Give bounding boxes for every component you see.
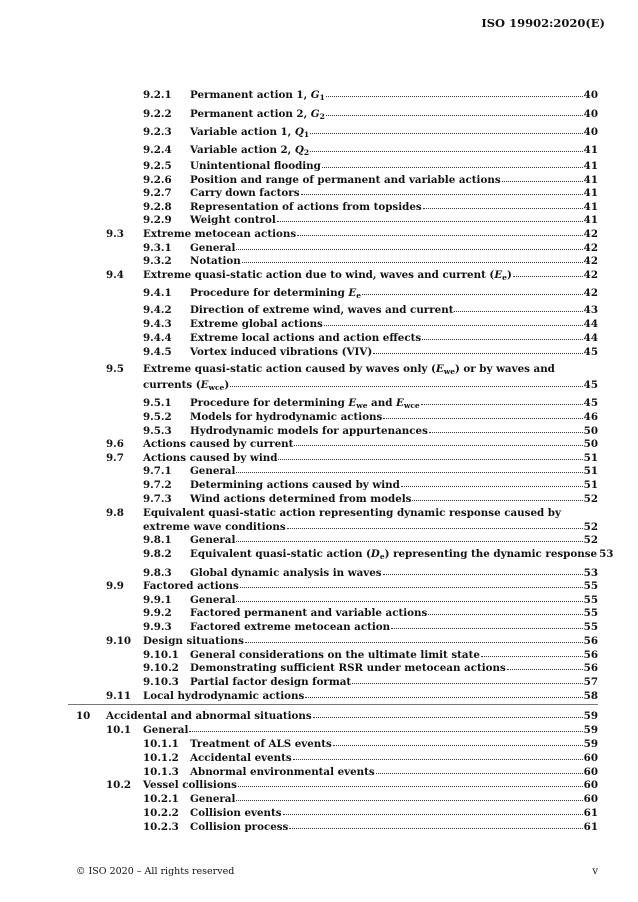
math-subscript: 2 [303,148,310,157]
toc-title-text: Equivalent quasi-static action ( [190,548,371,560]
toc-subsection-row[interactable] [0,88,638,103]
toc-page-number: 55 [583,607,598,619]
toc-title-text: Determining actions caused by wind [190,479,400,491]
dot-leader [287,519,583,529]
toc-title-text: Extreme quasi-static action due to wind, waves and current ( [143,269,495,281]
copyright-footer: © ISO 2020 – All rights reserved [76,866,235,877]
toc-page-number: 59 [583,710,598,722]
toc-entry-title [190,410,382,425]
toc-page-number: 53 [599,548,614,560]
toc-page-number: 52 [583,521,598,533]
toc-title-text: Extreme global actions [190,318,323,330]
toc-page-number: 53 [583,567,598,579]
toc-entry-title [190,492,411,507]
toc-title-text: Factored actions [143,580,239,592]
dot-leader [240,578,583,588]
toc-title-text: Collision events [190,807,282,819]
toc-subsection-row[interactable] [0,125,638,140]
dot-leader [513,267,583,277]
toc-title-text: General [190,534,236,546]
toc-page-number: 41 [583,144,598,156]
toc-page-number: 52 [583,493,598,505]
dot-leader [324,316,583,326]
toc-entry-number: 9.4.4 [143,332,172,344]
toc-entry-number: 10.2.3 [143,821,179,833]
toc-entry-number: 9.8 [106,507,124,519]
dot-leader [236,791,582,801]
toc-page-number: 60 [583,793,598,805]
toc-page-number: 61 [583,807,598,819]
toc-entry-number: 9.3.2 [143,255,172,267]
dot-leader [236,240,582,250]
dot-leader [310,142,583,152]
dot-leader [326,87,583,97]
toc-title-text: General [190,594,236,606]
toc-title-text: ) or by waves and [454,363,555,375]
toc-entry-number: 9.10.1 [143,649,179,661]
dot-leader [383,409,582,419]
dot-leader [242,253,583,263]
toc-entry-number: 10.1.1 [143,738,179,750]
toc-entry-number: 9.4.1 [143,287,172,299]
dot-leader [391,619,583,629]
toc-title-text: currents ( [143,379,201,391]
dot-leader [278,450,582,460]
toc-title-text: Actions caused by current [143,438,294,450]
dot-leader [376,764,583,774]
toc-subsection-row[interactable] [0,107,638,122]
dot-leader [401,477,583,487]
dot-leader [189,722,582,732]
toc-entry-title [190,186,300,201]
toc-title-text: Notation [190,255,241,267]
toc-page-number: 41 [583,160,598,172]
dot-leader [481,647,583,657]
toc-title-text: Demonstrating sufficient RSR under metocean actions [190,662,506,674]
math-subscript: e [502,273,507,282]
toc-entry-title [143,268,512,285]
toc-subsection-row[interactable] [0,492,638,507]
toc-title-text: Procedure for determining [190,397,349,409]
toc-entry-title [190,478,400,493]
toc-entry-title [190,107,325,124]
dot-leader [502,172,583,182]
toc-page-number: 42 [583,242,598,254]
toc-title-text: Position and range of permanent and variable actions [190,174,501,186]
dot-leader [305,688,582,698]
toc-title-text: Unintentional flooding [190,160,321,172]
toc-entry-number: 9.3.1 [143,242,172,254]
toc-entry-number: 9.4.2 [143,304,172,316]
toc-page-number: 50 [583,438,598,450]
toc-entry-title [190,159,321,174]
toc-title-text: General considerations on the ultimate limit state [190,649,480,661]
toc-title-text: Direction of extreme wind, waves and current [190,304,454,316]
toc-page-number: 56 [583,662,598,674]
dot-leader [238,777,583,787]
toc-entry-title [190,286,361,303]
toc-entry-title [190,88,325,105]
section-separator [68,704,598,705]
toc-section-row[interactable] [0,268,638,283]
math-symbol: G [310,108,320,120]
dot-leader [422,330,582,340]
toc-entry-title [143,778,237,793]
toc-entry-number: 10.1 [106,724,132,736]
dot-leader [236,532,582,542]
toc-title-text: extreme wave conditions [143,521,286,533]
math-symbol: E [200,379,209,391]
toc-page-number: 58 [583,690,598,702]
toc-title-text: Factored permanent and variable actions [190,607,428,619]
toc-title-text: Abnormal environmental events [190,766,375,778]
toc-section-row[interactable] [0,689,638,704]
toc-page-number: 45 [583,379,598,391]
toc-entry-number: 9.2.2 [143,108,172,120]
toc-subsection-row[interactable] [0,547,638,562]
toc-title-text: Vessel collisions [143,779,237,791]
toc-page-number: 40 [583,126,598,138]
toc-entry-number: 9.8.1 [143,534,172,546]
toc-entry-number: 9.2.5 [143,160,172,172]
toc-entry-number: 9.2.3 [143,126,172,138]
toc-page-number: 51 [583,479,598,491]
dot-leader [412,491,582,501]
toc-title-text: Design situations [143,635,244,647]
dot-leader [507,660,583,670]
toc-title-text: Procedure for determining [190,287,349,299]
toc-entry-number: 9.9.2 [143,607,172,619]
math-subscript: wce [208,383,225,392]
toc-page-number: 56 [583,649,598,661]
toc-title-text: Accidental and abnormal situations [106,710,312,722]
math-symbol: E [348,397,357,409]
toc-entry-title [190,143,309,160]
math-subscript: we [356,401,368,410]
dot-leader [373,344,582,354]
dot-leader [454,302,582,312]
toc-entry-number: 9.2.8 [143,201,172,213]
toc-page-number: 61 [583,821,598,833]
toc-entry-number: 9.10.3 [143,676,179,688]
toc-title-text: Carry down factors [190,187,300,199]
toc-entry-number: 9.8.3 [143,567,172,579]
toc-title-text: and [367,397,396,409]
toc-page-number: 55 [583,594,598,606]
toc-entry-title [143,437,293,452]
toc-entry-number: 9.5.1 [143,397,172,409]
toc-entry-number: 9.4 [106,269,124,281]
toc-entry-number: 9.9.1 [143,594,172,606]
dot-leader [428,605,582,615]
math-symbol: E [494,269,503,281]
toc-title-text: Variable action 1, [190,126,295,138]
toc-title-text: Global dynamic analysis in waves [190,567,382,579]
toc-page-number: 41 [583,174,598,186]
toc-entry-number: 9.4.3 [143,318,172,330]
math-subscript: e [379,552,385,561]
toc-title-text: Wind actions determined from models [190,493,412,505]
math-subscript: wce [403,401,420,410]
dot-leader [421,395,583,405]
toc-title-text: Hydrodynamic models for appurtenances [190,425,428,437]
toc-entry-title [190,806,282,821]
toc-entry-title [190,533,235,548]
toc-subsection-row[interactable] [0,143,638,158]
toc-title-text: Models for hydrodynamic actions [190,411,383,423]
toc-title-text: Extreme quasi-static action caused by waves only ( [143,363,436,375]
math-subscript: 2 [319,112,325,121]
toc-entry-title [190,125,309,142]
toc-entry-title [143,689,304,704]
toc-page-number: 44 [583,318,598,330]
toc-page-number: 45 [583,397,598,409]
toc-page-number: 46 [583,411,598,423]
toc-title-text: Vortex induced vibrations (VIV) [190,346,373,358]
dot-leader [289,819,582,829]
toc-title-text: Variable action 2, [190,144,295,156]
toc-title-text: General [190,242,236,254]
toc-entry-title [190,345,372,360]
toc-page-number: 40 [583,108,598,120]
toc-entry-number: 9.9 [106,580,124,592]
dot-leader [283,805,583,815]
math-subscript: 1 [303,130,310,139]
toc-title-text: Actions caused by wind [143,452,278,464]
toc-entry-number: 9.4.5 [143,346,172,358]
toc-title-text: Permanent action 1, [190,89,311,101]
toc-page-number: 43 [583,304,598,316]
page-number: v [592,866,598,877]
toc-entry-number: 9.5.3 [143,425,172,437]
toc-entry-number: 9.3 [106,228,124,240]
toc-entry-number: 10.2.1 [143,793,179,805]
toc-page-number: 59 [583,738,598,750]
toc-entry-number: 9.7 [106,452,124,464]
toc-page-number: 60 [583,766,598,778]
dot-leader [293,750,583,760]
dot-leader [230,377,582,387]
math-symbol: Q [294,126,304,138]
toc-page-number: 60 [583,779,598,791]
toc-entry-title [143,378,229,395]
dot-leader [423,199,583,209]
toc-title-text: Local hydrodynamic actions [143,690,305,702]
toc-entry-number: 9.2.9 [143,214,172,226]
toc-entry-title [190,751,292,766]
toc-entry-number: 9.8.2 [143,548,172,560]
toc-title-text: Accidental events [190,752,292,764]
dot-leader [429,423,583,433]
math-symbol: Q [294,144,304,156]
toc-page-number: 59 [583,724,598,736]
toc-section-row[interactable] [0,378,638,393]
toc-title-text: Equivalent quasi-static action representing dynamic response caused by [143,507,561,519]
toc-title-text: Extreme local actions and action effects [190,332,422,344]
toc-page-number: 42 [583,287,598,299]
toc-title-text: Factored extreme metocean action [190,621,391,633]
toc-entry-number: 10 [76,710,91,722]
dot-leader [322,158,583,168]
toc-page-number: 51 [583,452,598,464]
toc-page-number: 41 [583,187,598,199]
toc-page-number: 55 [583,580,598,592]
toc-title-text: Collision process [190,821,289,833]
toc-title-text: ) representing the dynamic response [384,548,598,560]
dot-leader [313,708,583,718]
toc-subsection-row[interactable] [0,533,638,548]
toc-title-text: Treatment of ALS events [190,738,332,750]
toc-entry-number: 9.7.3 [143,493,172,505]
toc-page-number: 60 [583,752,598,764]
toc-entry-title [190,317,323,332]
toc-subsection-row[interactable] [0,345,638,360]
math-subscript: e [356,291,362,300]
toc-page-number: 42 [583,228,598,240]
toc-page-number: 57 [583,676,598,688]
toc-entry-title [143,723,188,738]
math-symbol: D [370,548,380,560]
toc-entry-title [190,820,288,835]
toc-title-text: ) [224,379,230,391]
toc-entry-number: 10.2 [106,779,132,791]
dot-leader [236,463,582,473]
dot-leader [297,226,583,236]
toc-page-number: 52 [583,534,598,546]
toc-entry-number: 9.7.2 [143,479,172,491]
toc-entry-title [190,547,597,564]
toc-page-number: 42 [583,255,598,267]
toc-page-number: 56 [583,635,598,647]
math-symbol: E [435,363,444,375]
toc-page-number: 50 [583,425,598,437]
toc-subsection-row[interactable] [0,286,638,301]
toc-entry-number: 9.2.1 [143,89,172,101]
math-subscript: we [443,367,455,376]
toc-page-number: 44 [583,332,598,344]
math-symbol: E [348,287,357,299]
toc-title-text: Extreme metocean actions [143,228,297,240]
toc-entry-number: 9.7.1 [143,465,172,477]
toc-entry-number: 10.2.2 [143,807,179,819]
toc-entry-title [143,579,239,594]
math-symbol: E [396,397,404,409]
toc-entry-number: 9.9.3 [143,621,172,633]
toc-title-text: ) [506,269,512,281]
toc-entry-title [190,213,276,228]
toc-entry-number: 10.1.3 [143,766,179,778]
toc-entry-title [190,254,241,269]
toc-entry-number: 9.10.2 [143,662,179,674]
dot-leader [277,212,583,222]
dot-leader [352,674,582,684]
toc-entry-number: 9.6 [106,438,124,450]
toc-entry-number: 9.10 [106,635,132,647]
toc-title-text: General [190,793,236,805]
toc-page-number: 45 [583,346,598,358]
dot-leader [326,106,583,116]
toc-section-row[interactable] [0,362,638,377]
toc-title-text: Partial factor design format [190,676,352,688]
toc-page-number: 55 [583,621,598,633]
toc-page-number: 42 [583,269,598,281]
toc-entry-title [190,792,235,807]
toc-entry-number: 9.11 [106,690,132,702]
toc-entry-number: 9.2.6 [143,174,172,186]
math-subscript: 1 [319,93,325,102]
toc-entry-number: 10.1.2 [143,752,179,764]
dot-leader [333,736,583,746]
toc-entry-number: 9.2.4 [143,144,172,156]
dot-leader [301,185,583,195]
toc-entry-number: 9.5.2 [143,411,172,423]
toc-entry-title [143,634,244,649]
dot-leader [310,124,583,134]
dot-leader [245,633,583,643]
document-id-header: ISO 19902:2020(E) [481,16,605,30]
toc-title-text: Weight control [190,214,276,226]
toc-title-text: Representation of actions from topsides [190,201,422,213]
dot-leader [294,436,582,446]
toc-title-text: General [143,724,189,736]
dot-leader [362,285,583,295]
toc-entry-number: 9.2.7 [143,187,172,199]
toc-page-number: 41 [583,214,598,226]
toc-page-number: 41 [583,201,598,213]
math-symbol: G [310,89,320,101]
toc-page-number: 40 [583,89,598,101]
toc-entry-number: 9.5 [106,363,124,375]
toc-subsection-row[interactable] [0,820,638,835]
toc-title-text: General [190,465,236,477]
toc-title-text: Permanent action 2, [190,108,311,120]
toc-page-number: 51 [583,465,598,477]
dot-leader [383,565,583,575]
dot-leader [236,592,582,602]
toc-entry-title [190,464,235,479]
